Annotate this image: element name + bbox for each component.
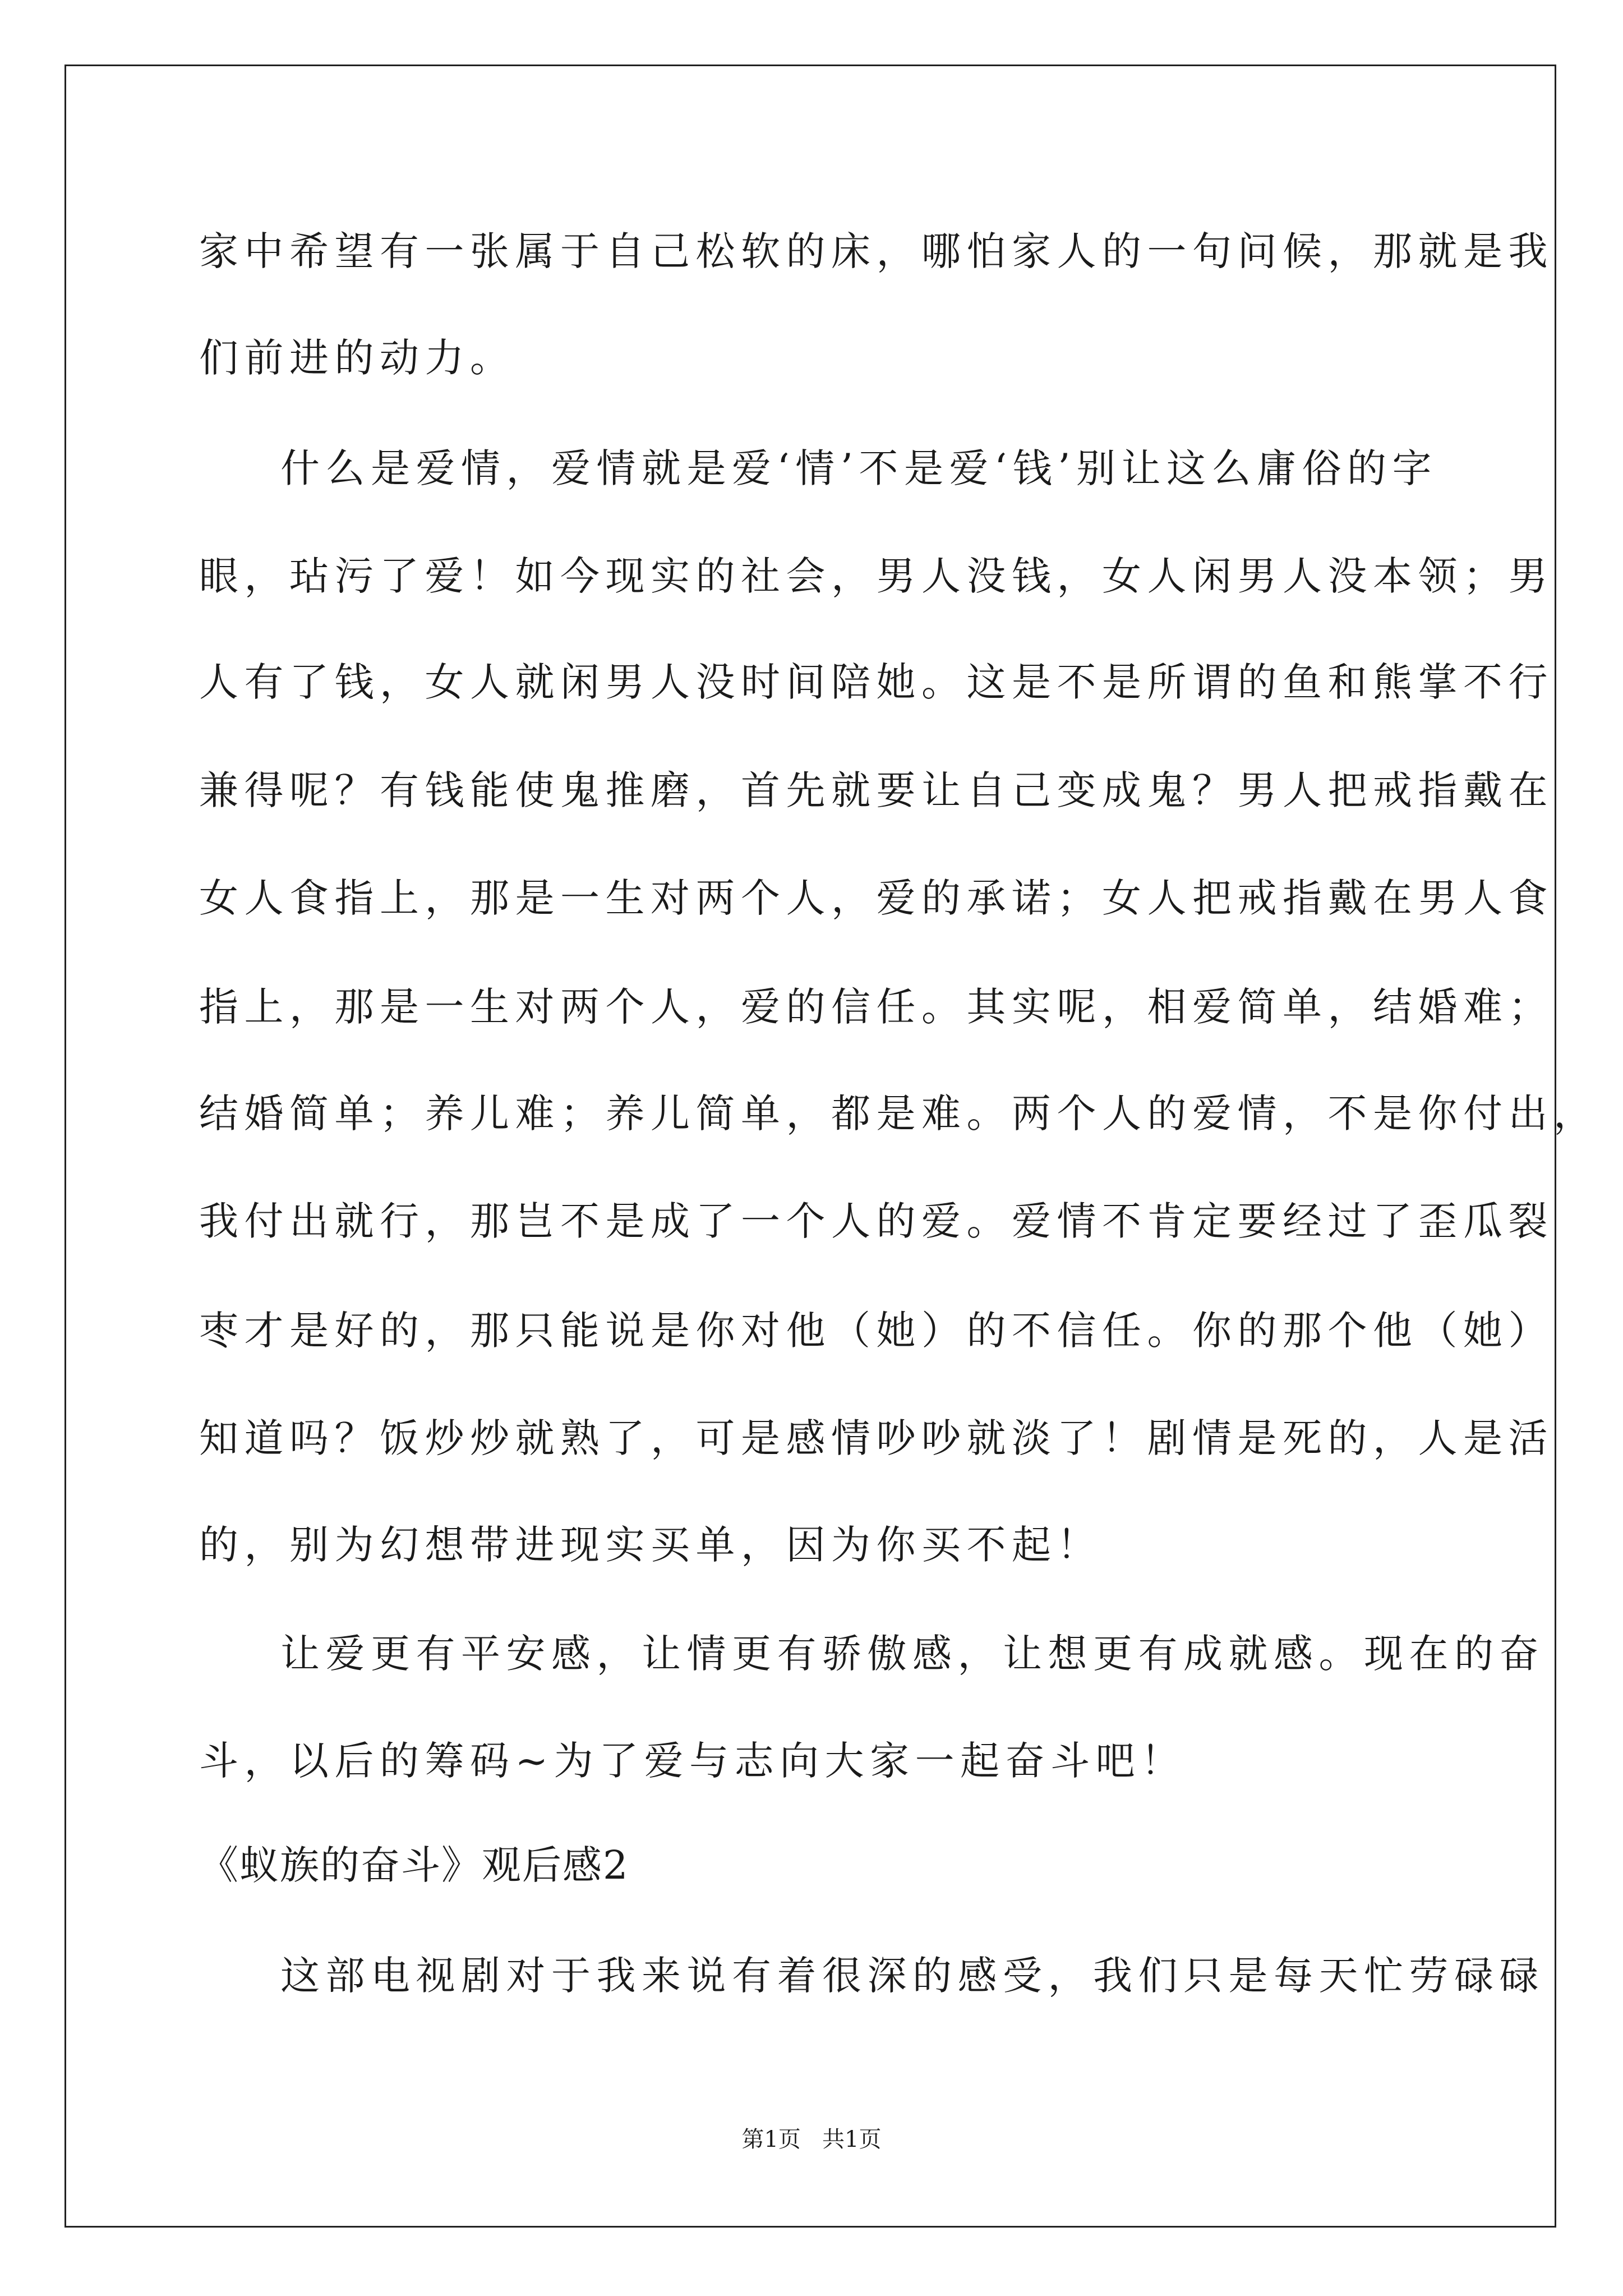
text-line: 家中希望有一张属于自己松软的床，哪怕家人的一句问候，那就是我 (199, 228, 1553, 274)
page-border (64, 65, 1556, 2228)
text-line: 我付出就行，那岂不是成了一个人的爱。爱情不肯定要经过了歪瓜裂 (199, 1198, 1553, 1244)
text-line: 知道吗？饭炒炒就熟了，可是感情吵吵就淡了！剧情是死的，人是活 (199, 1415, 1553, 1461)
text-line: 女人食指上，那是一生对两个人，爱的承诺；女人把戒指戴在男人食 (199, 875, 1553, 921)
text-line: 们前进的动力。 (199, 335, 515, 381)
text-line: 兼得呢？有钱能使鬼推磨，首先就要让自己变成鬼？男人把戒指戴在 (199, 767, 1553, 813)
text-line: 人有了钱，女人就闲男人没时间陪她。这是不是所谓的鱼和熊掌不行 (199, 659, 1553, 705)
paragraph-start-line: 让爱更有平安感，让情更有骄傲感，让想更有成就感。现在的奋 (280, 1631, 1544, 1677)
text-line: 斗，以后的筹码~为了爱与志向大家一起奋斗吧！ (199, 1738, 1186, 1784)
text-line: 结婚简单；养儿难；养儿简单，都是难。两个人的爱情，不是你付出， (199, 1091, 1599, 1137)
text-line: 指上，那是一生对两个人，爱的信任。其实呢，相爱简单，结婚难； (199, 984, 1553, 1030)
text-line: 的，别为幻想带进现实买单，因为你买不起！ (199, 1522, 1102, 1568)
text-line: 枣才是好的，那只能说是你对他（她）的不信任。你的那个他（她） (199, 1308, 1553, 1354)
paragraph-start-line: 什么是爱情，爱情就是爱‘情’不是爱‘钱’别让这么庸俗的字 (280, 445, 1438, 491)
section-heading: 《蚁族的奋斗》观后感2 (199, 1842, 629, 1888)
page-number-footer: 第1页 共1页 (741, 2127, 882, 2152)
text-line: 眼，玷污了爱！如今现实的社会，男人没钱，女人闲男人没本领；男 (199, 553, 1553, 599)
paragraph-start-line: 这部电视剧对于我来说有着很深的感受，我们只是每天忙劳碌碌 (280, 1953, 1544, 1999)
